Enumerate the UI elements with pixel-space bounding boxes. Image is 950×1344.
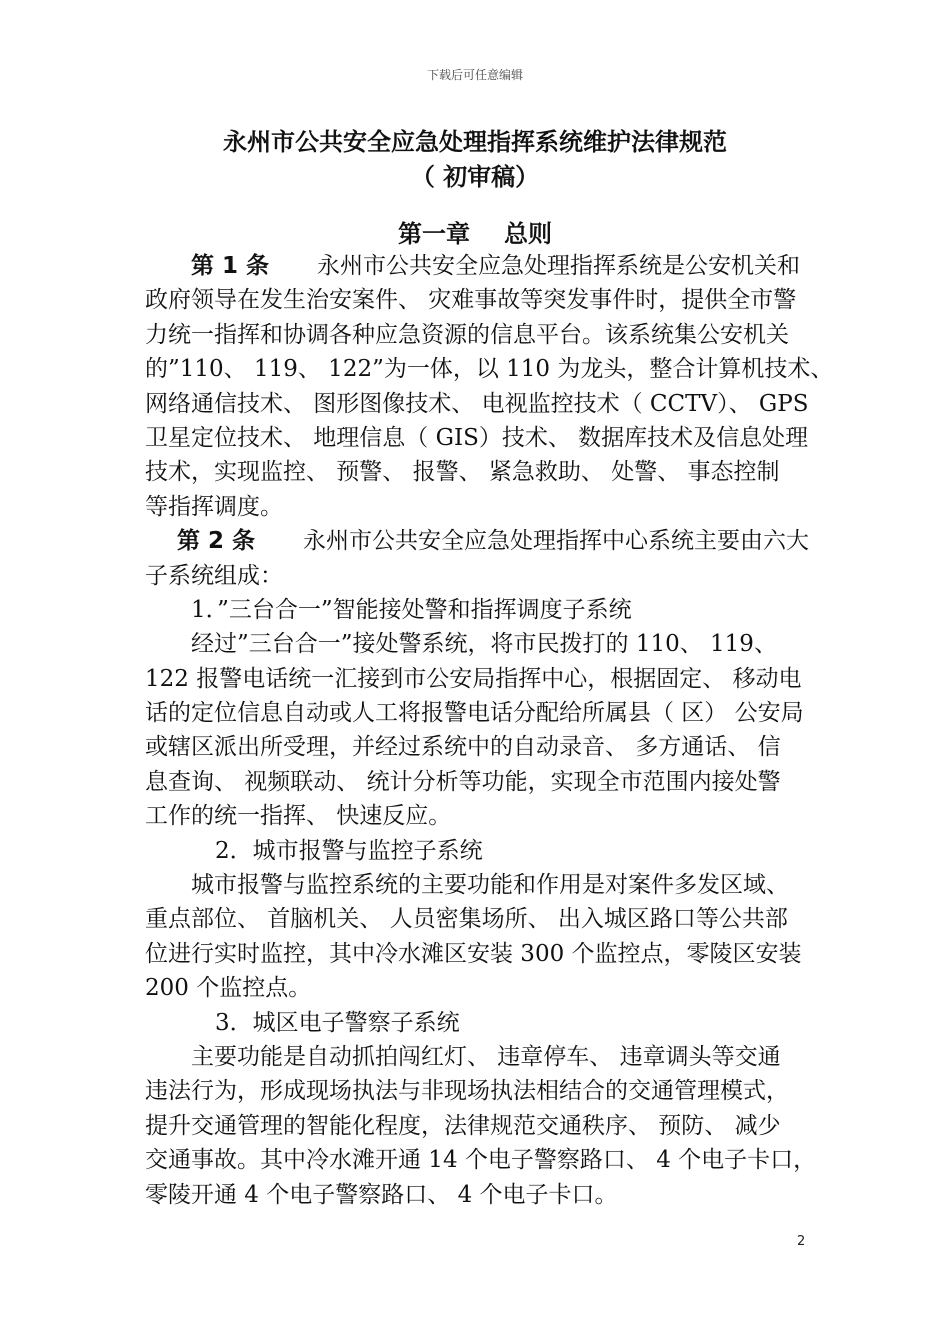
item-1-line: 或辖区派出所受理，并经过系统中的自动录音、 多方通话、 信 <box>145 734 781 761</box>
article-1-line: 技术，实现监控、 预警、 报警、 紧急救助、 处警、 事态控制 <box>145 459 780 486</box>
item-3-line: 主要功能是自动抓拍闯红灯、 违章停车、 违章调头等交通 <box>191 1043 781 1070</box>
article-2-text: 永州市公共安全应急处理指挥中心系统主要由六大 <box>303 528 810 555</box>
item-1-line: 工作的统一指挥、 快速反应。 <box>145 803 452 830</box>
article-1-line: 政府领导在发生治安案件、 灾难事故等突发事件时，提供全市警 <box>145 287 797 314</box>
article-1-line: 力统一指挥和协调各种应急资源的信息平台。该系统集公安机关 <box>145 321 789 348</box>
document-title: 永州市公共安全应急处理指挥系统维护法律规范 <box>223 128 727 156</box>
item-1-heading: 1．”三台合一”智能接处警和指挥调度子系统 <box>191 596 632 623</box>
article-1-label: 第 1 条 <box>191 253 270 279</box>
page-number: 2 <box>797 1234 806 1249</box>
article-2-line-0 <box>145 524 810 558</box>
header-note: 下载后可任意编辑 <box>426 68 523 82</box>
item-2-line: 城市报警与监控系统的主要功能和作用是对案件多发区域、 <box>191 872 789 899</box>
item-3-heading: 3．城区电子警察子系统 <box>215 1009 460 1036</box>
article-1-line: 的”110、 119、 122”为一体，以 110 为龙头，整合计算机技术、 <box>145 356 834 383</box>
article-1-text: 永州市公共安全应急处理指挥系统是公安机关和 <box>317 253 801 279</box>
article-2-line: 子系统组成： <box>145 562 283 589</box>
chapter-name: 总则 <box>504 220 552 248</box>
chapter-label: 第一章 <box>398 220 470 248</box>
item-2-heading: 2．城市报警与监控子系统 <box>215 837 483 864</box>
article-2-label: 第 2 条 <box>177 528 256 555</box>
chapter-heading <box>0 214 950 249</box>
item-3-line: 交通事故。其中冷水滩开通 14 个电子警察路口、 4 个电子卡口， <box>145 1147 817 1174</box>
item-1-line: 122 报警电话统一汇接到市公安局指挥中心，根据固定、 移动电 <box>145 665 802 692</box>
item-2-line: 位进行实时监控，其中冷水滩区安装 300 个监控点，零陵区安装 <box>145 940 802 967</box>
item-1-line: 话的定位信息自动或人工将报警电话分配给所属县（ 区） 公安局 <box>145 700 804 727</box>
item-1-line: 息查询、 视频联动、 统计分析等功能，实现全市范围内接处警 <box>145 768 781 795</box>
item-2-line: 重点部位、 首脑机关、 人员密集场所、 出入城区路口等公共部 <box>145 906 788 933</box>
article-1-line: 等指挥调度。 <box>145 493 283 520</box>
item-3-line: 违法行为，形成现场执法与非现场执法相结合的交通管理模式， <box>145 1078 789 1105</box>
article-1-line-0 <box>145 249 810 283</box>
item-3-line: 提升交通管理的智能化程度，法律规范交通秩序、 预防、 减少 <box>145 1112 781 1139</box>
item-1-line: 经过”三台合一”接处警系统，将市民拨打的 110、 119、 <box>191 631 777 658</box>
item-3-line: 零陵开通 4 个电子警察路口、 4 个电子卡口。 <box>145 1181 618 1208</box>
document-body <box>145 249 834 1212</box>
article-1-line: 网络通信技术、 图形图像技术、 电视监控技术（ CCTV）、 GPS <box>145 390 809 417</box>
item-2-line: 200 个监控点。 <box>145 975 312 1002</box>
article-1-line: 卫星定位技术、 地理信息（ GIS）技术、 数据库技术及信息处理 <box>145 424 809 451</box>
document-subtitle: （ 初审稿） <box>410 163 540 191</box>
